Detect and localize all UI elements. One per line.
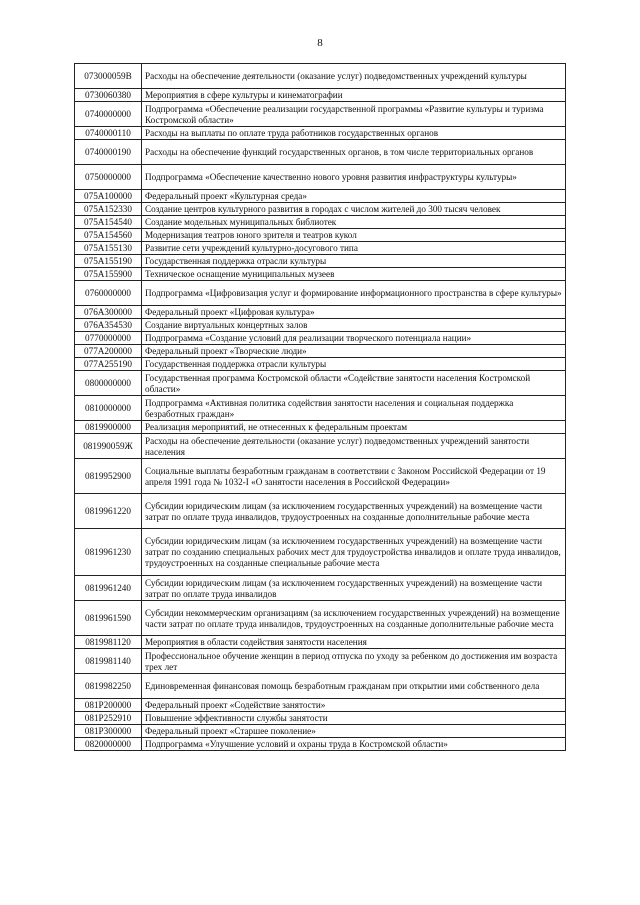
table-row: [75, 268, 566, 281]
expense-description: Подпрограмма «Обеспечение качественно нового уровня развития инфраструктуры культуры»: [142, 165, 566, 190]
classification-code: 081Р200000: [75, 699, 142, 712]
expense-description: Федеральный проект «Цифровая культура»: [142, 306, 566, 319]
classification-code: 0819961240: [75, 576, 142, 601]
classification-code: 0760000000: [75, 281, 142, 306]
expense-description: Единовременная финансовая помощь безработным гражданам при открытии ими собственного дела: [142, 674, 566, 699]
classification-code: 081Р252910: [75, 712, 142, 725]
table-row: [75, 165, 566, 190]
expense-description: Социальные выплаты безработным гражданам в соответствии с Законом Российской Федерации от 19 апреля 1991 года № 1032-I «О занятости населения в Российской Федерации»: [142, 459, 566, 494]
classification-code: 077А255190: [75, 358, 142, 371]
table-row: [75, 255, 566, 268]
table-body: [75, 64, 566, 751]
expense-description: Профессиональное обучение женщин в период отпуска по уходу за ребенком до достижения им возраста трех лет: [142, 649, 566, 674]
expense-description: Мероприятия в сфере культуры и кинематографии: [142, 89, 566, 102]
table-row: [75, 190, 566, 203]
expense-description: Создание модельных муниципальных библиотек: [142, 216, 566, 229]
table-row: [75, 601, 566, 636]
classification-code: 075А154540: [75, 216, 142, 229]
expense-description: Субсидии юридическим лицам (за исключением государственных учреждений) на возмещение части затрат по созданию специальных рабочих мест для трудоустройства инвалидов и оплате труда инвалидов, трудоустроенных на созданные специальные рабочие места: [142, 529, 566, 576]
classification-code: 0819961230: [75, 529, 142, 576]
expense-description: Создание виртуальных концертных залов: [142, 319, 566, 332]
classification-code: 0819961590: [75, 601, 142, 636]
table-row: [75, 229, 566, 242]
expense-description: Государственная поддержка отрасли культуры: [142, 358, 566, 371]
classification-code: 076А354530: [75, 319, 142, 332]
table-row: [75, 345, 566, 358]
table-row: [75, 216, 566, 229]
table-row: [75, 281, 566, 306]
expense-description: Федеральный проект «Культурная среда»: [142, 190, 566, 203]
table-row: [75, 459, 566, 494]
expense-description: Федеральный проект «Творческие люди»: [142, 345, 566, 358]
table-row: [75, 699, 566, 712]
table-row: [75, 306, 566, 319]
expense-description: Техническое оснащение муниципальных музеев: [142, 268, 566, 281]
expense-description: Реализация мероприятий, не отнесенных к федеральным проектам: [142, 421, 566, 434]
expense-description: Подпрограмма «Создание условий для реализации творческого потенциала нации»: [142, 332, 566, 345]
expense-description: Субсидии некоммерческим организациям (за исключением государственных учреждений) на возмещение части затрат по оплате труда инвалидов, трудоустроенных на созданные дополнительные рабочие места: [142, 601, 566, 636]
table-row: [75, 102, 566, 127]
expense-description: Расходы на обеспечение функций государственных органов, в том числе территориальных органов: [142, 140, 566, 165]
classification-code: 075А155130: [75, 242, 142, 255]
expense-description: Подпрограмма «Активная политика содействия занятости населения и социальная поддержка безработных граждан»: [142, 396, 566, 421]
classification-code: 075А100000: [75, 190, 142, 203]
table-row: [75, 371, 566, 396]
table-row: [75, 738, 566, 751]
expense-description: Федеральный проект «Старшее поколение»: [142, 725, 566, 738]
table-row: [75, 203, 566, 216]
expense-description: Развитие сети учреждений культурно-досугового типа: [142, 242, 566, 255]
budget-classification-table: [74, 63, 566, 751]
classification-code: 0819981140: [75, 649, 142, 674]
classification-code: 0800000000: [75, 371, 142, 396]
table-row: [75, 242, 566, 255]
table-row: [75, 434, 566, 459]
table-row: [75, 64, 566, 89]
classification-code: 0810000000: [75, 396, 142, 421]
table-row: [75, 89, 566, 102]
expense-description: Создание центров культурного развития в городах с числом жителей до 300 тысяч человек: [142, 203, 566, 216]
table-row: [75, 396, 566, 421]
classification-code: 0819961220: [75, 494, 142, 529]
classification-code: 076А300000: [75, 306, 142, 319]
expense-description: Подпрограмма «Цифровизация услуг и формирование информационного пространства в сфере культуры»: [142, 281, 566, 306]
expense-description: Мероприятия в области содействия занятости населения: [142, 636, 566, 649]
classification-code: 075А155190: [75, 255, 142, 268]
classification-code: 0820000000: [75, 738, 142, 751]
expense-description: Субсидии юридическим лицам (за исключением государственных учреждений) на возмещение части затрат по оплате труда инвалидов: [142, 576, 566, 601]
classification-code: 0819952900: [75, 459, 142, 494]
expense-description: Расходы на обеспечение деятельности (оказание услуг) подведомственных учреждений занятости населения: [142, 434, 566, 459]
table-row: [75, 649, 566, 674]
table-row: [75, 725, 566, 738]
page-number: 8: [317, 37, 323, 49]
classification-code: 0750000000: [75, 165, 142, 190]
classification-code: 075А154560: [75, 229, 142, 242]
table-row: [75, 140, 566, 165]
classification-code: 0819982250: [75, 674, 142, 699]
classification-code: 0730060380: [75, 89, 142, 102]
table-row: [75, 494, 566, 529]
classification-code: 077А200000: [75, 345, 142, 358]
table-row: [75, 636, 566, 649]
expense-description: Государственная поддержка отрасли культуры: [142, 255, 566, 268]
classification-code: 075А155900: [75, 268, 142, 281]
table-row: [75, 319, 566, 332]
classification-code: 0819900000: [75, 421, 142, 434]
expense-description: Федеральный проект «Содействие занятости»: [142, 699, 566, 712]
expense-description: Модернизация театров юного зрителя и театров кукол: [142, 229, 566, 242]
expense-description: Подпрограмма «Улучшение условий и охраны труда в Костромской области»: [142, 738, 566, 751]
classification-code: 081990059Ж: [75, 434, 142, 459]
table-row: [75, 674, 566, 699]
classification-code: 081Р300000: [75, 725, 142, 738]
classification-code: 0740000190: [75, 140, 142, 165]
table-row: [75, 712, 566, 725]
classification-code: 0740000000: [75, 102, 142, 127]
table-row: [75, 127, 566, 140]
table-row: [75, 529, 566, 576]
table-row: [75, 421, 566, 434]
table-row: [75, 576, 566, 601]
expense-description: Повышение эффективности службы занятости: [142, 712, 566, 725]
classification-code: 073000059В: [75, 64, 142, 89]
expense-description: Расходы на обеспечение деятельности (оказание услуг) подведомственных учреждений культуры: [142, 64, 566, 89]
classification-code: 0740000110: [75, 127, 142, 140]
table-row: [75, 358, 566, 371]
classification-code: 075А152330: [75, 203, 142, 216]
expense-description: Государственная программа Костромской области «Содействие занятости населения Костромской области»: [142, 371, 566, 396]
expense-description: Расходы на выплаты по оплате труда работников государственных органов: [142, 127, 566, 140]
table-row: [75, 332, 566, 345]
expense-description: Подпрограмма «Обеспечение реализации государственной программы «Развитие культуры и туризма Костромской области»: [142, 102, 566, 127]
classification-code: 0819981120: [75, 636, 142, 649]
expense-description: Субсидии юридическим лицам (за исключением государственных учреждений) на возмещение части затрат по оплате труда инвалидов, трудоустроенных на созданные дополнительные рабочие места: [142, 494, 566, 529]
classification-code: 0770000000: [75, 332, 142, 345]
